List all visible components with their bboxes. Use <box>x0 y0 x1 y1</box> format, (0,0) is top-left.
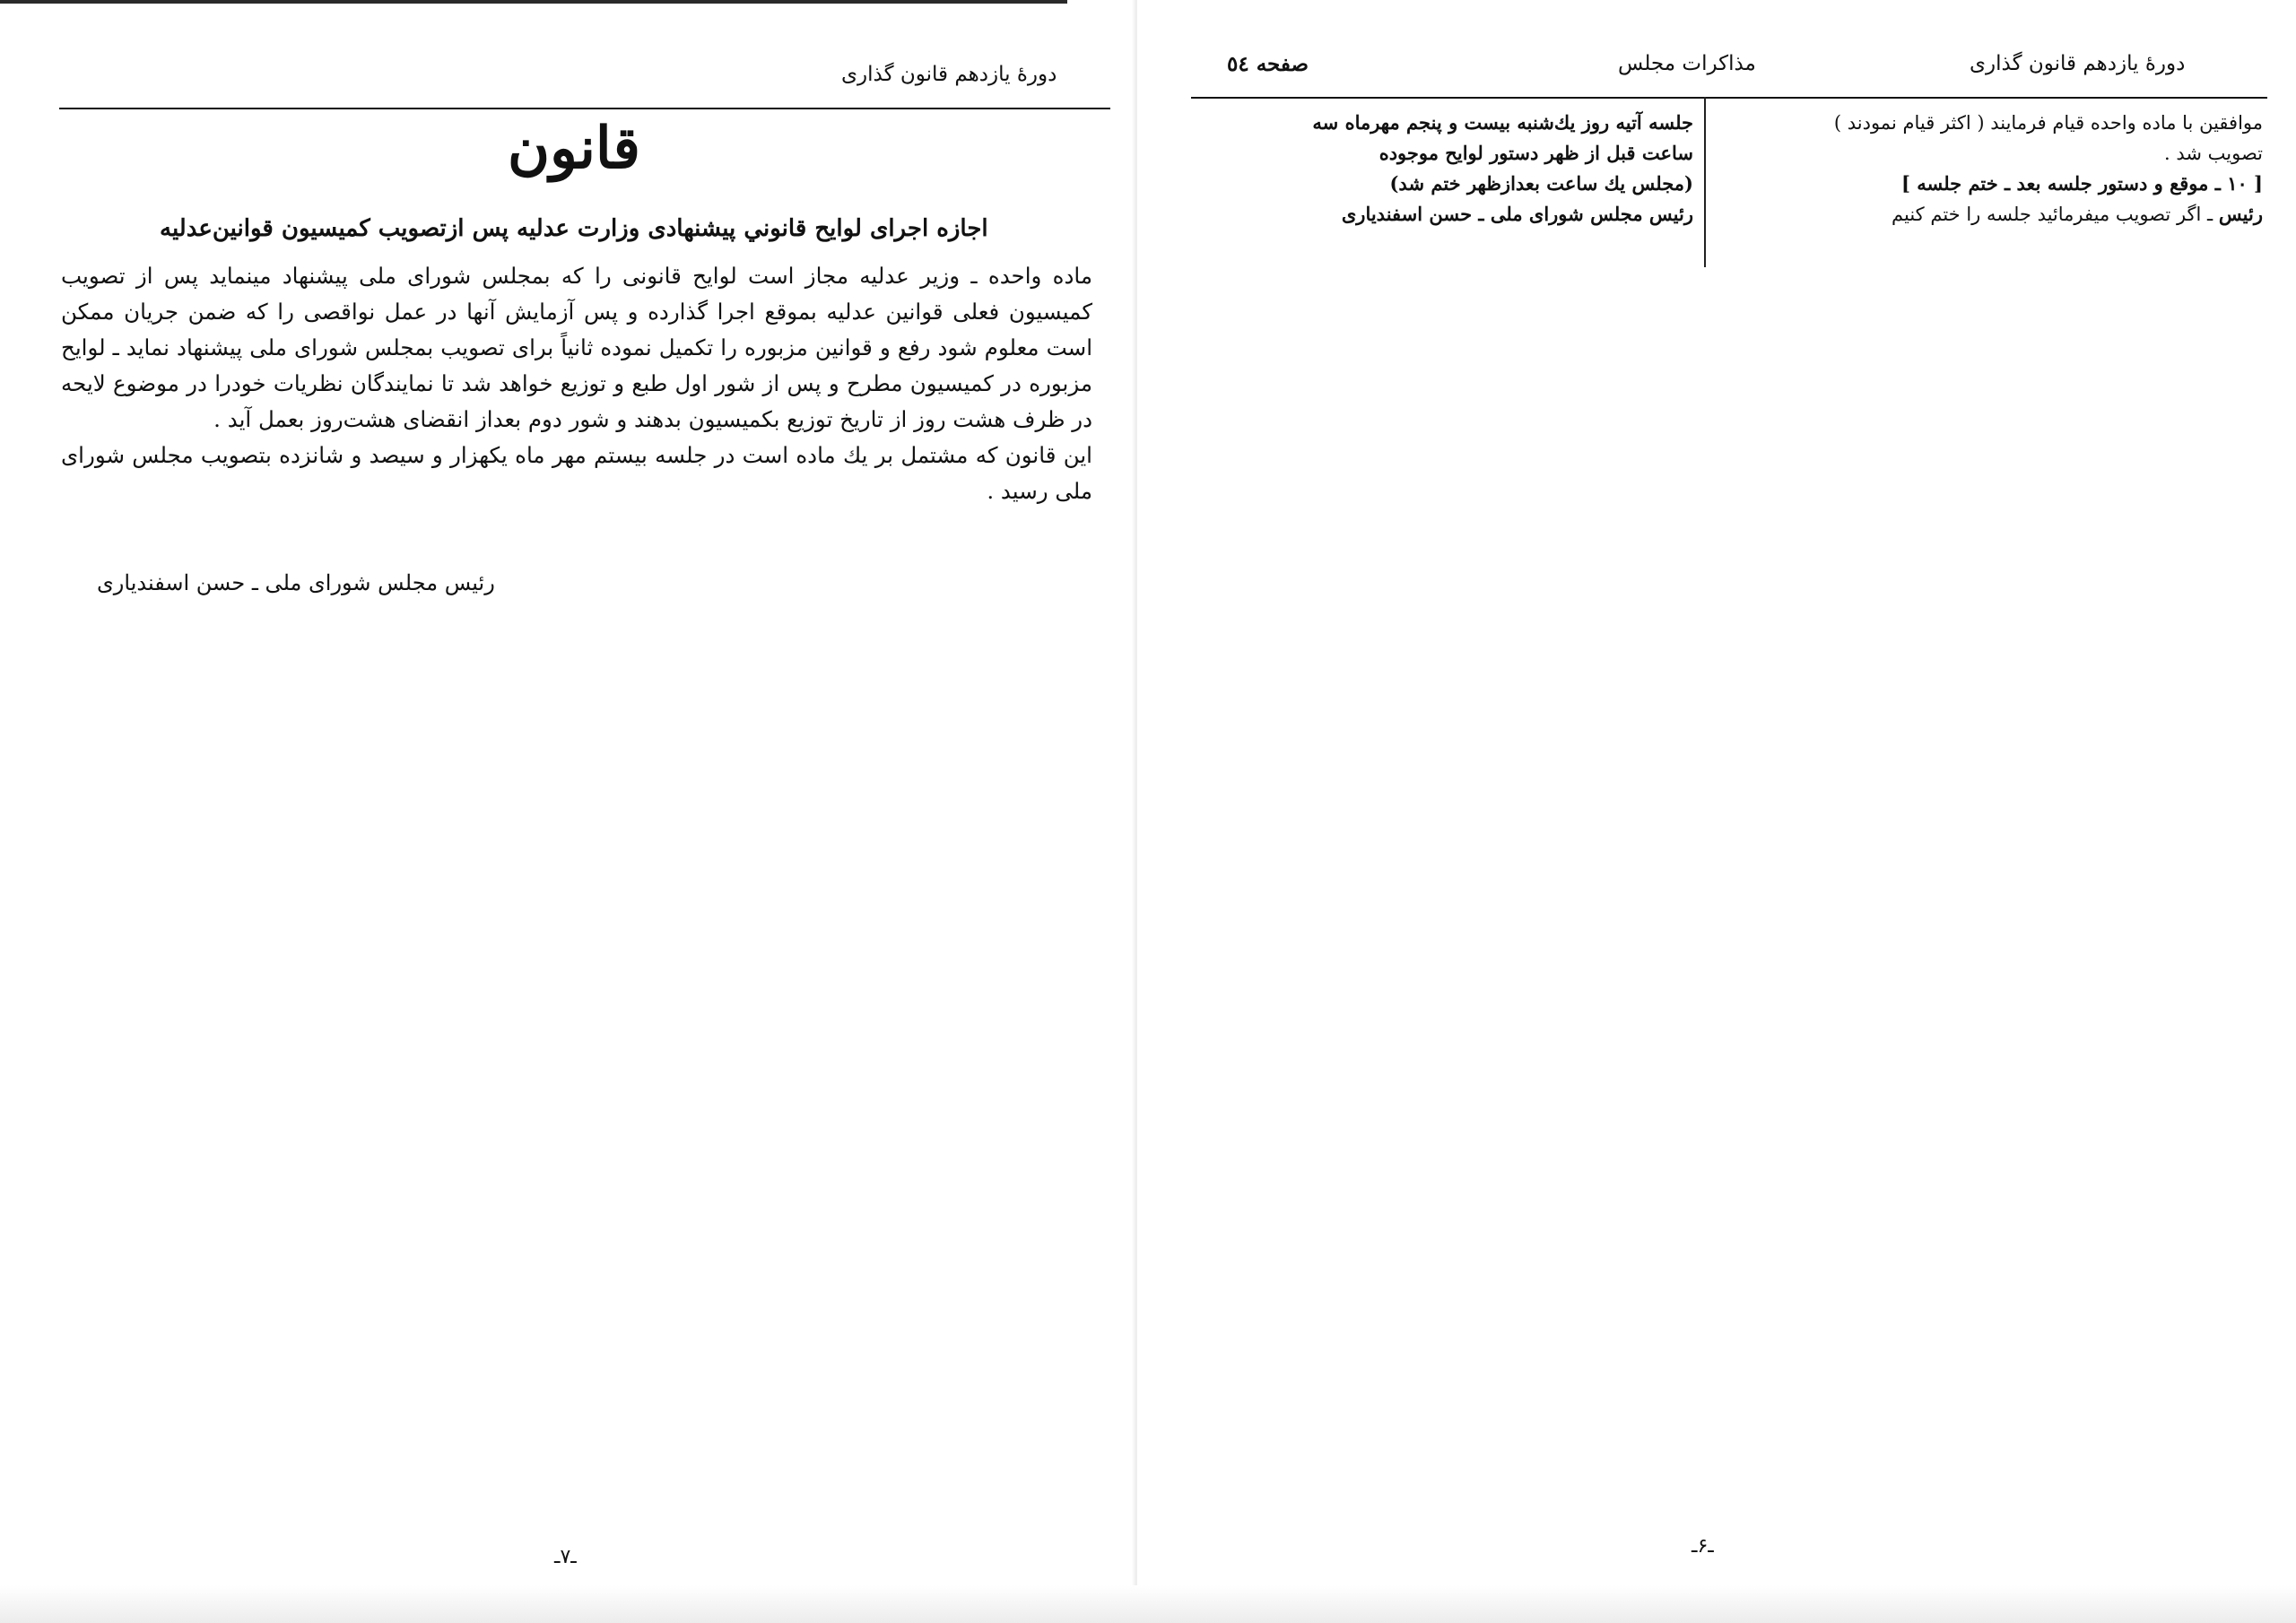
left-page-number: ـ۷ـ <box>554 1546 577 1568</box>
right-page <box>1137 0 2296 1623</box>
session-closing: (مجلس یك ساعت بعدازظهر ختم شد) <box>1389 172 1693 195</box>
speaker-remark <box>1725 199 2263 230</box>
left-column <box>1209 108 1693 230</box>
law-article-paragraph: ماده واحده ـ وزیر عدلیه مجاز است لوایح قانونی را که بمجلس شورای ملی پیشنهاد مینماید پس از تصویب کمیسیون فعلی قوانین عدلیه بموقع اجرا گذارده و پس آزمایش آنها در عمل نواقصی را که ضمن جریان ممکن است معلوم شود رفع و قوانین مزبوره را تکمیل نموده ثانیاً برای تصویب بمجلس شورای ملی پیشنهاد نماید ـ لوایح مزبوره در کمیسیون مطرح و پس از شور اول طبع و توزیع خواهد شد تا نمایندگان نظریات خودرا در موضوع لایحه در ظرف هشت روز از تاریخ توزیع بکمیسیون بدهند و شور دوم بعداز انقضای هشت‌روز بعمل آید . <box>61 263 1092 432</box>
right-page-header-section: مذاکرات مجلس <box>1618 52 1756 75</box>
next-session-line-2: ساعت قبل از ظهر دستور لوایح موجوده <box>1378 142 1693 164</box>
right-header-rule <box>1191 97 2267 99</box>
left-header-rule <box>59 108 1110 109</box>
right-column <box>1725 108 2263 230</box>
law-approval-paragraph: این قانون که مشتمل بر یك ماده است در جلسه بیستم مهر ماه یکهزار و سیصد و شانزده بتصویب مجلس شورای ملی رسید . <box>61 442 1092 504</box>
left-page-header: دورهٔ یازدهم قانون گذاری <box>841 63 1057 86</box>
session-signature: رئیس مجلس شورای ملی ـ حسن اسفندیاری <box>1341 203 1693 225</box>
law-preamble: اجازه اجرای لوایح قانوني پیشنهادی وزارت عدلیه پس ازتصویب کمیسیون قوانین‌عدلیه <box>160 215 988 242</box>
law-signature: رئیس مجلس شورای ملی ـ حسن اسفندیاری <box>97 570 495 595</box>
vote-call: موافقین با ماده واحده قیام فرمایند ( اکثر قیام نمودند ) <box>1833 112 2263 134</box>
right-page-header-title: دورهٔ یازدهم قانون گذاری <box>1970 52 2186 75</box>
speaker-name: رئیس <box>2218 203 2263 225</box>
left-page <box>0 0 1137 1623</box>
law-title: قانون <box>508 115 640 182</box>
right-page-number: ـ۶ـ <box>1692 1535 1714 1558</box>
next-session-line-1: جلسه آتیه روز یك‌شنبه بیست و پنجم مهرماه سه <box>1312 111 1693 134</box>
scan-bottom-edge <box>0 1585 2296 1623</box>
law-body <box>61 258 1092 509</box>
section-heading: [ ۱۰ ـ موقع و دستور جلسه بعد ـ ختم جلسه ] <box>1900 172 2263 195</box>
column-divider <box>1704 97 1706 267</box>
right-page-header-page: صفحه ٥٤ <box>1227 52 1309 76</box>
speaker-text: ـ اگر تصویب میفرمائید جلسه را ختم کنیم <box>1892 204 2213 225</box>
vote-result: تصویب شد . <box>2163 143 2263 164</box>
scan-edge-top <box>0 0 1067 4</box>
